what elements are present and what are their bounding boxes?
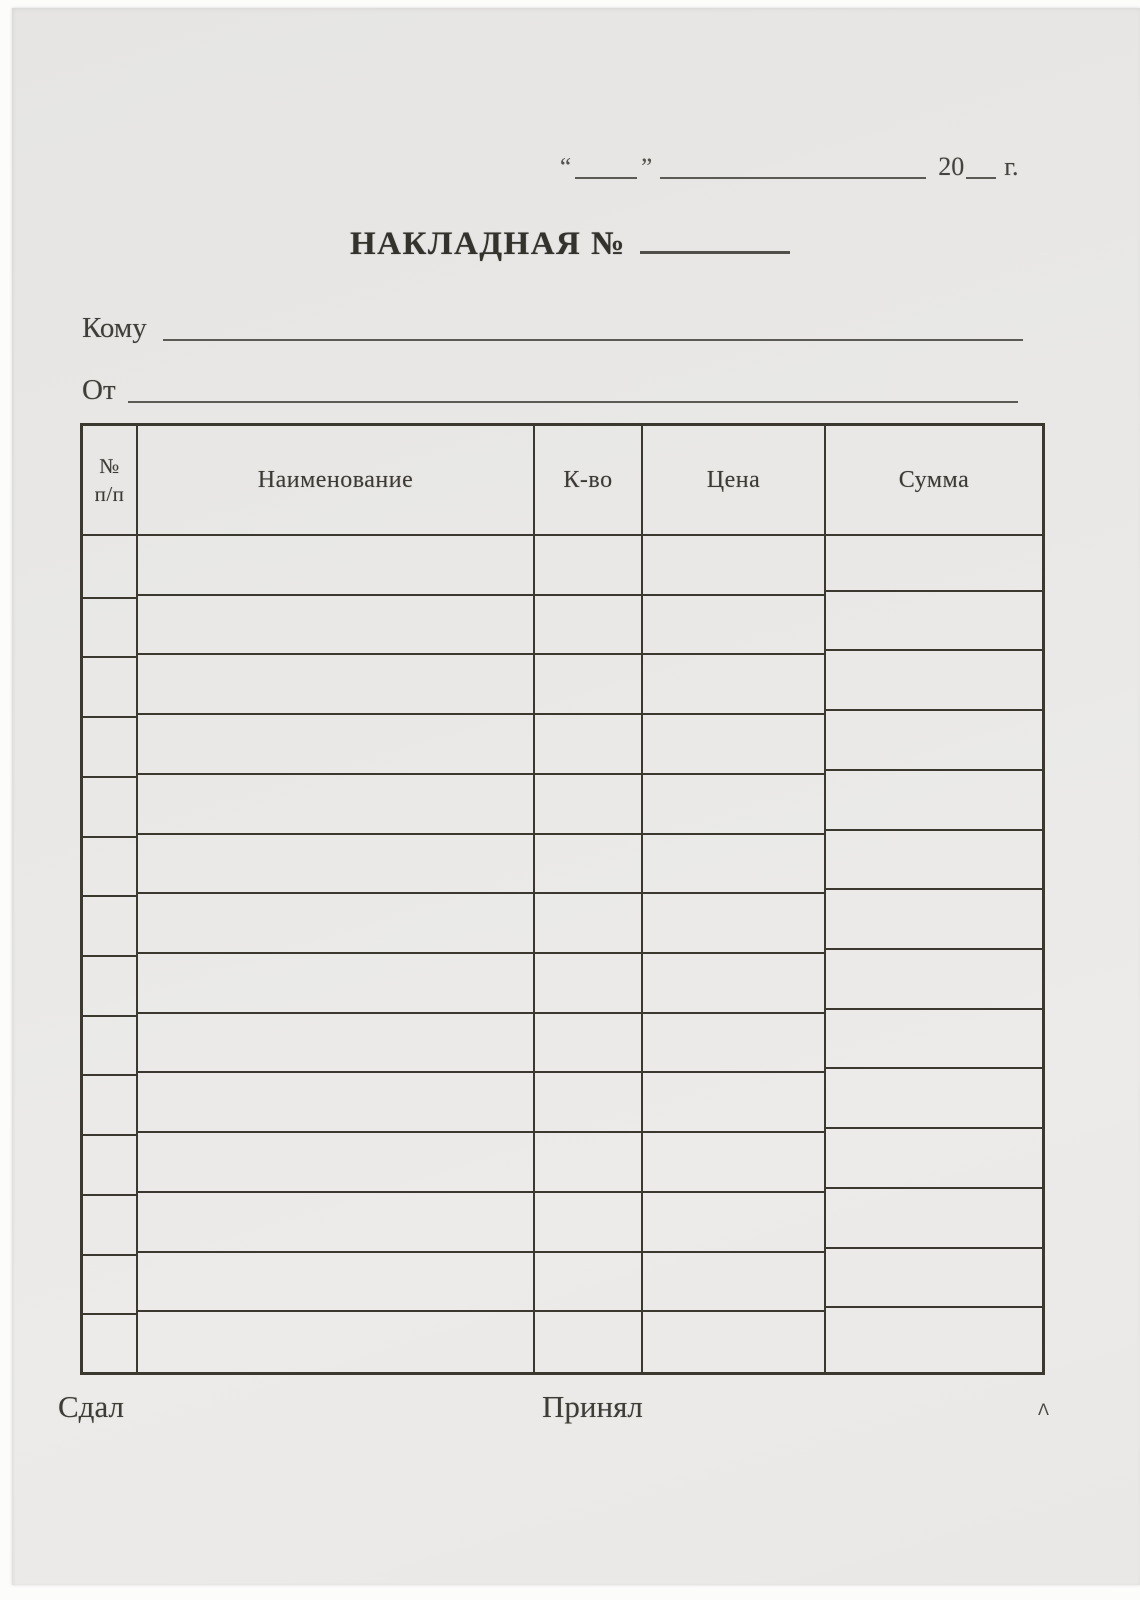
from-blank-line — [128, 401, 1018, 403]
table-row — [83, 1253, 1042, 1313]
table-cell-num — [83, 655, 138, 715]
open-quote: “ — [560, 154, 572, 181]
table-cell-price — [643, 1073, 826, 1133]
received-by-label: Принял — [542, 1389, 643, 1424]
table-cell-name — [138, 775, 535, 835]
table-cell-num — [83, 1312, 138, 1372]
table-cell-qty — [535, 655, 643, 715]
table-cell-qty — [535, 1073, 643, 1133]
table-cell-name — [138, 1312, 535, 1372]
table-cell-qty — [535, 954, 643, 1014]
table-cell-name — [138, 954, 535, 1014]
table-header-row — [83, 426, 1042, 536]
table-cell-sum — [826, 1133, 1042, 1193]
column-header-sum: Сумма — [826, 426, 1042, 536]
table-row — [83, 715, 1042, 775]
table-row — [83, 954, 1042, 1014]
table-cell-sum — [826, 954, 1042, 1014]
table-cell-sum — [826, 655, 1042, 715]
close-quote: ” — [641, 154, 653, 181]
table-cell-qty — [535, 1253, 643, 1313]
table-cell-qty — [535, 1193, 643, 1253]
table-cell-name — [138, 655, 535, 715]
table-cell-price — [643, 1193, 826, 1253]
table-cell-num — [83, 1133, 138, 1193]
table-cell-name — [138, 835, 535, 895]
to-blank-line — [163, 339, 1023, 341]
table-cell-sum — [826, 536, 1042, 596]
table-row — [83, 536, 1042, 596]
from-field-row — [82, 374, 1018, 407]
table-row — [83, 775, 1042, 835]
table-cell-price — [643, 1312, 826, 1372]
table-cell-num — [83, 775, 138, 835]
table-cell-qty — [535, 775, 643, 835]
table-cell-price — [643, 894, 826, 954]
year-prefix: 20 — [938, 152, 965, 181]
delivered-by-label: Сдал — [58, 1389, 124, 1424]
table-cell-qty — [535, 596, 643, 656]
table-cell-price — [643, 1253, 826, 1313]
table-row — [83, 1014, 1042, 1074]
table-cell-sum — [826, 775, 1042, 835]
items-table — [80, 423, 1045, 1375]
table-cell-price — [643, 1133, 826, 1193]
invoice-number-blank — [640, 251, 790, 254]
table-cell-price — [643, 954, 826, 1014]
table-row — [83, 596, 1042, 656]
table-cell-num — [83, 1253, 138, 1313]
table-cell-price — [643, 596, 826, 656]
table-row — [83, 1133, 1042, 1193]
table-cell-num — [83, 894, 138, 954]
table-cell-num — [83, 715, 138, 775]
table-row — [83, 1193, 1042, 1253]
table-cell-num — [83, 835, 138, 895]
table-cell-price — [643, 715, 826, 775]
table-cell-sum — [826, 894, 1042, 954]
date-day-blank — [575, 177, 637, 179]
table-cell-sum — [826, 835, 1042, 895]
table-row — [83, 655, 1042, 715]
column-header-num: № п/п — [83, 426, 138, 536]
invoice-form-sheet — [12, 8, 1140, 1585]
table-cell-name — [138, 596, 535, 656]
table-cell-name — [138, 1193, 535, 1253]
table-cell-qty — [535, 715, 643, 775]
table-row — [83, 894, 1042, 954]
table-cell-num — [83, 1073, 138, 1133]
column-header-price: Цена — [643, 426, 826, 536]
table-cell-num — [83, 1014, 138, 1074]
table-cell-num — [83, 596, 138, 656]
table-row — [83, 1073, 1042, 1133]
table-cell-sum — [826, 1312, 1042, 1372]
year-suffix: г. — [1004, 152, 1019, 181]
table-body — [83, 536, 1042, 1372]
table-cell-sum — [826, 596, 1042, 656]
table-cell-name — [138, 1014, 535, 1074]
to-field-row — [82, 312, 1023, 345]
table-cell-name — [138, 715, 535, 775]
form-title: НАКЛАДНАЯ № — [350, 226, 626, 262]
table-cell-qty — [535, 536, 643, 596]
table-cell-num — [83, 1193, 138, 1253]
print-registration-mark: Λ — [1038, 1400, 1049, 1419]
column-header-qty: К-во — [535, 426, 643, 536]
date-month-blank — [660, 177, 926, 179]
table-cell-sum — [826, 1073, 1042, 1133]
to-label: Кому — [82, 312, 147, 344]
date-line — [560, 152, 1034, 182]
table-cell-sum — [826, 1193, 1042, 1253]
table-row — [83, 1312, 1042, 1372]
table-cell-qty — [535, 1133, 643, 1193]
table-cell-name — [138, 1073, 535, 1133]
form-title-row — [350, 226, 790, 263]
table-cell-price — [643, 655, 826, 715]
table-cell-qty — [535, 894, 643, 954]
table-cell-name — [138, 894, 535, 954]
date-year-blank — [966, 177, 996, 179]
table-cell-num — [83, 954, 138, 1014]
table-cell-qty — [535, 835, 643, 895]
table-cell-name — [138, 1253, 535, 1313]
table-row — [83, 835, 1042, 895]
table-cell-qty — [535, 1312, 643, 1372]
table-cell-price — [643, 536, 826, 596]
table-cell-sum — [826, 1253, 1042, 1313]
table-cell-price — [643, 1014, 826, 1074]
table-cell-sum — [826, 1014, 1042, 1074]
table-cell-num — [83, 536, 138, 596]
column-header-name: Наименование — [138, 426, 535, 536]
from-label: От — [82, 374, 116, 406]
table-cell-price — [643, 835, 826, 895]
table-cell-sum — [826, 715, 1042, 775]
table-cell-qty — [535, 1014, 643, 1074]
table-cell-name — [138, 1133, 535, 1193]
table-cell-price — [643, 775, 826, 835]
table-cell-name — [138, 536, 535, 596]
